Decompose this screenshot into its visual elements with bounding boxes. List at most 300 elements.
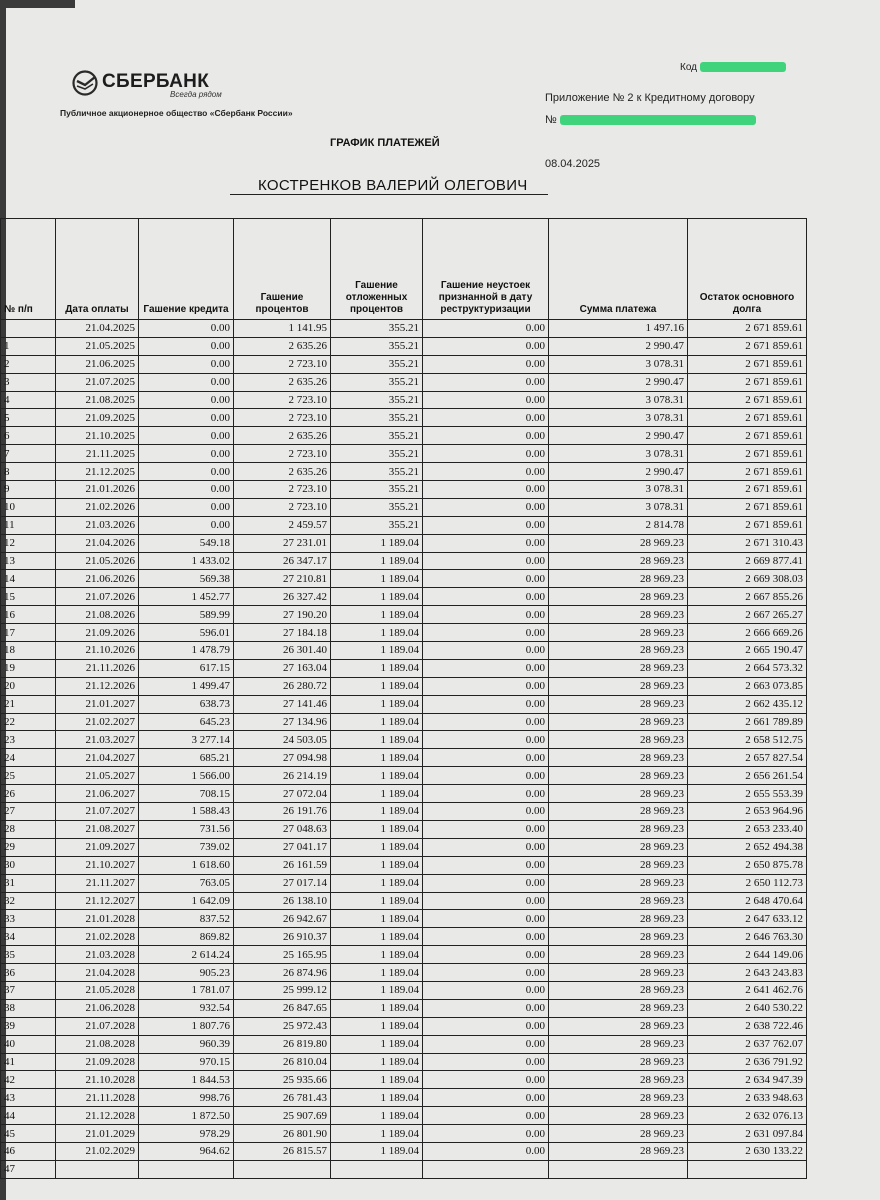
table-cell: 905.23 [139,964,234,982]
table-cell: 617.15 [139,659,234,677]
table-cell: 1 189.04 [331,1035,423,1053]
table-row [1,874,807,892]
table-cell: 1 189.04 [331,1089,423,1107]
table-row [1,910,807,928]
table-cell: 11 [1,516,56,534]
table-cell: 0.00 [423,874,549,892]
table-cell: 0.00 [423,463,549,481]
column-header: Сумма платежа [549,219,688,320]
table-cell: 21.08.2026 [56,606,139,624]
table-cell: 3 078.31 [549,355,688,373]
table-cell: 28 969.23 [549,874,688,892]
table-cell: 1 189.04 [331,588,423,606]
table-cell: 27 041.17 [234,838,331,856]
table-cell: 27 210.81 [234,570,331,588]
table-cell: 869.82 [139,928,234,946]
table-row [1,1125,807,1143]
table-cell: 30 [1,856,56,874]
table-cell: 1 [1,337,56,355]
table-cell: 21.10.2025 [56,427,139,445]
table-cell: 0.00 [423,838,549,856]
table-cell: 21.04.2027 [56,749,139,767]
table-cell: 47 [1,1160,56,1178]
table-cell: 960.39 [139,1035,234,1053]
table-row [1,803,807,821]
table-cell: 3 078.31 [549,409,688,427]
table-cell [139,1160,234,1178]
table-cell: 2 814.78 [549,516,688,534]
column-header: Гашение кредита [139,219,234,320]
table-cell: 0.00 [423,981,549,999]
table-cell: 2 650 112.73 [688,874,807,892]
table-cell: 1 189.04 [331,695,423,713]
table-cell: 21.08.2025 [56,391,139,409]
table-cell: 28 969.23 [549,731,688,749]
table-cell: 763.05 [139,874,234,892]
table-cell: 21.05.2027 [56,767,139,785]
table-row [1,409,807,427]
table-cell: 2 723.10 [234,498,331,516]
table-cell: 28 969.23 [549,624,688,642]
table-cell: 1 141.95 [234,320,331,338]
table-cell: 27 134.96 [234,713,331,731]
table-row [1,1142,807,1160]
table-cell: 19 [1,659,56,677]
table-cell: 26 [1,785,56,803]
table-cell: 0.00 [423,892,549,910]
table-row [1,892,807,910]
table-cell: 1 189.04 [331,624,423,642]
table-cell: 2 632 076.13 [688,1107,807,1125]
table-row [1,1017,807,1035]
table-cell [423,1160,549,1178]
table-cell: 1 189.04 [331,892,423,910]
table-cell: 2 671 859.61 [688,409,807,427]
table-cell: 2 671 859.61 [688,498,807,516]
table-cell: 28 969.23 [549,767,688,785]
table-cell: 21.05.2028 [56,981,139,999]
table-cell: 26 819.80 [234,1035,331,1053]
table-cell: 0.00 [423,1017,549,1035]
table-cell: 0.00 [423,642,549,660]
table-cell: 26 138.10 [234,892,331,910]
table-cell: 27 072.04 [234,785,331,803]
table-cell: 28 969.23 [549,1071,688,1089]
table-cell: 355.21 [331,445,423,463]
table-cell: 2 631 097.84 [688,1125,807,1143]
table-cell: 0.00 [139,516,234,534]
table-cell: 2 635.26 [234,463,331,481]
table-cell: 2 633 948.63 [688,1089,807,1107]
table-cell: 2 661 789.89 [688,713,807,731]
table-cell: 26 781.43 [234,1089,331,1107]
table-cell: 0.00 [423,481,549,499]
table-cell: 21.07.2026 [56,588,139,606]
table-cell: 0.00 [423,320,549,338]
table-row [1,1053,807,1071]
table-cell: 1 189.04 [331,1017,423,1035]
table-cell: 13 [1,552,56,570]
table-cell: 44 [1,1107,56,1125]
table-cell [56,1160,139,1178]
table-cell [688,1160,807,1178]
table-cell: 28 969.23 [549,1035,688,1053]
table-row [1,552,807,570]
table-row [1,820,807,838]
table-row [1,731,807,749]
table-cell: 1 189.04 [331,767,423,785]
table-cell: 0.00 [423,1125,549,1143]
table-cell: 33 [1,910,56,928]
table-cell: 0.00 [423,570,549,588]
table-cell: 731.56 [139,820,234,838]
table-cell: 21.04.2026 [56,534,139,552]
table-cell: 0.00 [423,820,549,838]
table-cell: 28 969.23 [549,856,688,874]
table-cell: 1 189.04 [331,1053,423,1071]
table-row [1,677,807,695]
table-cell: 27 190.20 [234,606,331,624]
table-cell: 0.00 [423,1142,549,1160]
table-cell: 35 [1,946,56,964]
table-cell: 1 566.00 [139,767,234,785]
table-cell: 964.62 [139,1142,234,1160]
table-cell: 1 642.09 [139,892,234,910]
table-cell: 2 723.10 [234,445,331,463]
table-cell: 355.21 [331,463,423,481]
table-row [1,695,807,713]
table-cell: 1 189.04 [331,964,423,982]
table-cell: 26 815.57 [234,1142,331,1160]
table-cell: 2 650 875.78 [688,856,807,874]
table-cell [549,1160,688,1178]
table-cell: 0.00 [139,498,234,516]
table-cell: 0.00 [139,463,234,481]
table-cell: 2 648 470.64 [688,892,807,910]
table-row [1,534,807,552]
table-cell: 21.05.2026 [56,552,139,570]
table-cell: 28 969.23 [549,534,688,552]
table-cell: 28 969.23 [549,964,688,982]
table-cell: 10 [1,498,56,516]
table-cell: 26 347.17 [234,552,331,570]
table-cell: 26 214.19 [234,767,331,785]
table-row [1,1089,807,1107]
table-cell: 31 [1,874,56,892]
table-cell: 2 647 633.12 [688,910,807,928]
table-row [1,767,807,785]
table-cell: 20 [1,677,56,695]
column-header: Дата оплаты [56,219,139,320]
table-cell: 41 [1,1053,56,1071]
table-cell: 2 635.26 [234,427,331,445]
table-cell: 2 657 827.54 [688,749,807,767]
table-row [1,337,807,355]
table-cell: 0.00 [423,498,549,516]
bank-logo [72,70,252,102]
table-cell: 15 [1,588,56,606]
table-cell: 0.00 [139,373,234,391]
table-cell: 0.00 [423,355,549,373]
table-cell: 24 [1,749,56,767]
table-cell: 1 189.04 [331,731,423,749]
table-cell: 28 969.23 [549,1142,688,1160]
table-cell: 26 327.42 [234,588,331,606]
table-cell: 27 017.14 [234,874,331,892]
table-cell: 34 [1,928,56,946]
code-redaction [700,62,786,72]
table-cell: 21.07.2027 [56,803,139,821]
table-cell: 21.10.2028 [56,1071,139,1089]
table-row [1,838,807,856]
table-cell: 0.00 [423,946,549,964]
table-cell: 0.00 [423,803,549,821]
table-cell: 21.11.2028 [56,1089,139,1107]
table-cell: 25 907.69 [234,1107,331,1125]
table-cell: 2 664 573.32 [688,659,807,677]
table-cell: 21.04.2028 [56,964,139,982]
table-cell: 2 644 149.06 [688,946,807,964]
table-cell: 0.00 [423,624,549,642]
column-header: № п/п [1,219,56,320]
table-cell: 2 671 859.61 [688,320,807,338]
table-row [1,481,807,499]
table-cell: 3 078.31 [549,481,688,499]
table-cell: 0.00 [423,677,549,695]
table-cell: 21.12.2028 [56,1107,139,1125]
column-header: Гашение процентов [234,219,331,320]
table-cell: 569.38 [139,570,234,588]
table-cell: 21.03.2026 [56,516,139,534]
table-cell: 28 969.23 [549,642,688,660]
table-cell: 21.11.2027 [56,874,139,892]
table-cell: 1 189.04 [331,856,423,874]
table-cell: 2 671 859.61 [688,481,807,499]
table-row [1,713,807,731]
table-cell: 24 503.05 [234,731,331,749]
table-cell: 0.00 [139,320,234,338]
table-cell: 21.09.2025 [56,409,139,427]
table-row [1,946,807,964]
table-cell: 2 630 133.22 [688,1142,807,1160]
table-cell: 21.01.2027 [56,695,139,713]
table-cell: 28 969.23 [549,1107,688,1125]
sberbank-logo-icon [72,70,98,96]
table-cell: 1 189.04 [331,570,423,588]
table-cell: 27 231.01 [234,534,331,552]
table-cell: 29 [1,838,56,856]
table-cell: 0.00 [423,409,549,427]
table-cell: 2 656 261.54 [688,767,807,785]
table-cell: 3 078.31 [549,498,688,516]
table-cell: 2 666 669.26 [688,624,807,642]
table-cell: 28 969.23 [549,981,688,999]
table-cell: 1 189.04 [331,874,423,892]
table-cell: 21.01.2029 [56,1125,139,1143]
table-cell: 28 969.23 [549,820,688,838]
table-cell: 1 189.04 [331,552,423,570]
column-header: Гашение отложенных процентов [331,219,423,320]
table-cell: 1 189.04 [331,749,423,767]
table-cell: 2 667 265.27 [688,606,807,624]
table-row [1,320,807,338]
table-row [1,498,807,516]
table-cell: 28 969.23 [549,910,688,928]
table-cell: 0.00 [423,516,549,534]
table-cell: 28 969.23 [549,570,688,588]
table-row [1,999,807,1017]
table-cell: 14 [1,570,56,588]
table-cell: 17 [1,624,56,642]
table-cell: 1 189.04 [331,820,423,838]
table-cell: 2 653 964.96 [688,803,807,821]
table-cell: 21.02.2026 [56,498,139,516]
table-cell: 21.10.2027 [56,856,139,874]
table-row [1,785,807,803]
table-cell: 0.00 [423,445,549,463]
table-cell: 28 969.23 [549,999,688,1017]
table-cell: 596.01 [139,624,234,642]
table-cell: 549.18 [139,534,234,552]
table-cell: 6 [1,427,56,445]
table-cell: 645.23 [139,713,234,731]
table-cell: 1 189.04 [331,928,423,946]
table-cell: 16 [1,606,56,624]
table-cell: 998.76 [139,1089,234,1107]
table-cell: 1 189.04 [331,803,423,821]
table-cell: 1 189.04 [331,659,423,677]
table-cell: 932.54 [139,999,234,1017]
table-cell: 21.08.2027 [56,820,139,838]
table-row [1,588,807,606]
table-row [1,355,807,373]
table-cell: 28 969.23 [549,785,688,803]
table-cell: 12 [1,534,56,552]
table-cell: 1 844.53 [139,1071,234,1089]
table-cell: 21.07.2025 [56,373,139,391]
table-cell: 26 942.67 [234,910,331,928]
table-cell: 25 [1,767,56,785]
table-cell: 2 671 859.61 [688,427,807,445]
contract-number-prefix: № [545,114,557,126]
table-cell: 1 189.04 [331,838,423,856]
table-cell: 1 189.04 [331,981,423,999]
table-cell: 39 [1,1017,56,1035]
table-cell: 28 969.23 [549,1125,688,1143]
table-cell: 355.21 [331,516,423,534]
table-row [1,928,807,946]
table-row [1,373,807,391]
table-cell: 2 990.47 [549,463,688,481]
company-name: Публичное акционерное общество «Сбербанк России» [60,108,293,118]
table-cell: 589.99 [139,606,234,624]
table-cell: 2 637 762.07 [688,1035,807,1053]
table-cell: 28 969.23 [549,749,688,767]
table-cell: 26 161.59 [234,856,331,874]
table-cell: 0.00 [423,552,549,570]
table-cell: 21.06.2026 [56,570,139,588]
table-cell: 2 663 073.85 [688,677,807,695]
table-cell: 8 [1,463,56,481]
table-cell: 26 910.37 [234,928,331,946]
table-cell: 0.00 [423,1053,549,1071]
table-cell: 708.15 [139,785,234,803]
table-row [1,659,807,677]
table-cell: 1 189.04 [331,642,423,660]
table-cell: 25 165.95 [234,946,331,964]
table-cell: 2 671 859.61 [688,355,807,373]
table-cell: 355.21 [331,320,423,338]
table-cell: 685.21 [139,749,234,767]
table-cell: 9 [1,481,56,499]
table-cell: 25 999.12 [234,981,331,999]
table-cell: 1 189.04 [331,1125,423,1143]
table-cell: 1 189.04 [331,946,423,964]
table-cell: 21.09.2027 [56,838,139,856]
table-cell [331,1160,423,1178]
table-row [1,1071,807,1089]
table-cell: 1 872.50 [139,1107,234,1125]
table-row [1,1035,807,1053]
table-cell: 0.00 [139,445,234,463]
table-cell: 1 189.04 [331,713,423,731]
table-cell: 28 969.23 [549,928,688,946]
table-cell: 0.00 [139,391,234,409]
table-cell: 0.00 [423,373,549,391]
table-cell: 2 723.10 [234,409,331,427]
table-row [1,981,807,999]
table-cell: 25 972.43 [234,1017,331,1035]
table-cell: 970.15 [139,1053,234,1071]
table-cell: 355.21 [331,337,423,355]
table-cell: 21.01.2028 [56,910,139,928]
table-cell: 2 671 310.43 [688,534,807,552]
table-cell: 0.00 [423,767,549,785]
table-cell: 1 618.60 [139,856,234,874]
table-cell: 0.00 [139,355,234,373]
table-cell: 28 969.23 [549,552,688,570]
table-cell [234,1160,331,1178]
table-cell: 0.00 [139,481,234,499]
table-cell: 27 048.63 [234,820,331,838]
appendix-text: Приложение № 2 к Кредитному договору [545,92,755,104]
table-cell: 0.00 [423,1071,549,1089]
table-cell: 1 189.04 [331,534,423,552]
borrower-name: КОСТРЕНКОВ ВАЛЕРИЙ ОЛЕГОВИЧ [258,177,528,194]
table-cell: 2 655 553.39 [688,785,807,803]
table-cell: 0.00 [423,588,549,606]
table-cell: 2 665 190.47 [688,642,807,660]
table-cell: 0.00 [423,337,549,355]
table-row [1,624,807,642]
table-cell: 2 635.26 [234,337,331,355]
table-cell: 27 094.98 [234,749,331,767]
table-cell: 2 636 791.92 [688,1053,807,1071]
table-cell: 2 638 722.46 [688,1017,807,1035]
table-cell: 18 [1,642,56,660]
document-date: 08.04.2025 [545,158,601,170]
table-cell: 37 [1,981,56,999]
table-cell: 0.00 [423,713,549,731]
table-cell: 2 669 877.41 [688,552,807,570]
code-row [680,62,786,73]
table-cell: 26 191.76 [234,803,331,821]
table-cell: 3 277.14 [139,731,234,749]
table-cell: 2 669 308.03 [688,570,807,588]
table-cell: 355.21 [331,498,423,516]
table-cell: 26 280.72 [234,677,331,695]
table-cell: 26 847.65 [234,999,331,1017]
